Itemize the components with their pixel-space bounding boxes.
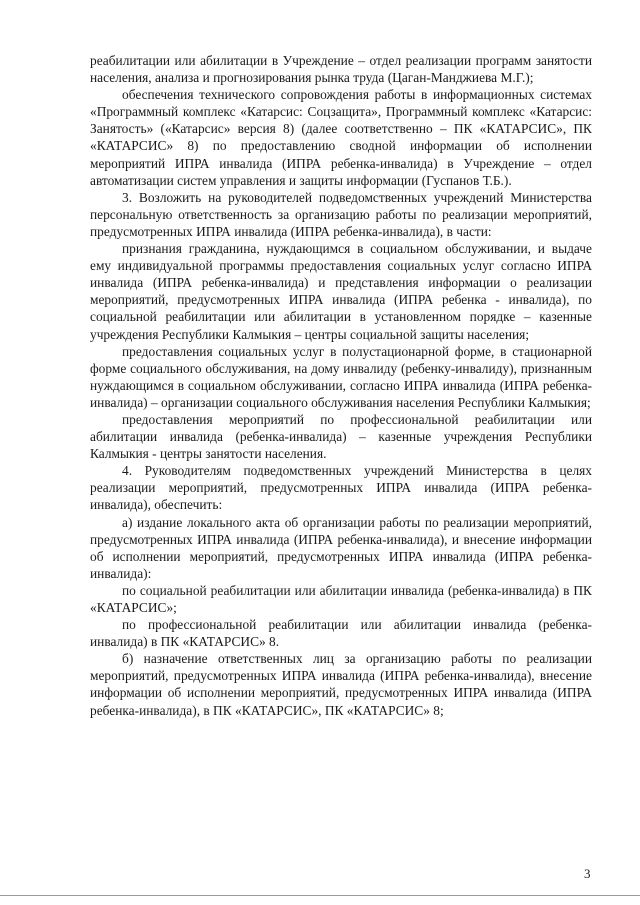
paragraph: а) издание локального акта об организации работы по реализации мероприятий, предусмотренных ИПРА инвалида (ИПРА ребенка-инвалида), и внесение информации об исполнении мероприятий, предусмотренных ИПРА инвалида (ИПРА ребенка-инвалида): bbox=[90, 514, 592, 581]
paragraph: реабилитации или абилитации в Учреждение – отдел реализации программ занятости населения, анализа и прогнозирования рынка труда (Цаган-Манджиева М.Г.); bbox=[90, 53, 592, 86]
paragraph: по профессиональной реабилитации или абилитации инвалида (ребенка-инвалида) в ПК «КАТАРСИС» 8. bbox=[90, 617, 592, 650]
scan-edge-line bbox=[0, 895, 640, 896]
paragraph: признания гражданина, нуждающимся в социальном обслуживании, и выдаче ему индивидуальной программы предоставления социальных услуг согласно ИПРА инвалида (ИПРА ребенка-инвалида) и представления информации о реализации мероприятий, предусмотренных ИПРА инвалида (ИПРА ребенка - инвалида), по социальной реабилитации или абилитации в установленном порядке – казенные учреждения Республики Калмыкия – центры социальной защиты населения; bbox=[90, 241, 592, 342]
document-body bbox=[90, 52, 592, 719]
paragraph: по социальной реабилитации или абилитации инвалида (ребенка-инвалида) в ПК «КАТАРСИС»; bbox=[90, 582, 592, 615]
paragraph: б) назначение ответственных лиц за организацию работы по реализации мероприятий, предусмотренных ИПРА инвалида (ИПРА ребенка-инвалида), внесение информации об исполнении мероприятий, предусмотренных ИПРА инвалида (ИПРА ребенка-инвалида), в ПК «КАТАРСИС», ПК «КАТАРСИС» 8; bbox=[90, 651, 592, 718]
paragraph: 4. Руководителям подведомственных учреждений Министерства в целях реализации мероприятий, предусмотренных ИПРА инвалида (ИПРА ребенка-инвалида), обеспечить: bbox=[90, 463, 592, 513]
paragraph: обеспечения технического сопровождения работы в информационных системах «Программный комплекс «Катарсис: Соцзащита», Программный комплекс «Катарсис: Занятость» («Катарсис» версия 8) (далее соответственно – ПК «КАТАРСИС», ПК «КАТАРСИС» 8) по предоставлению сводной информации об исполнении мероприятий ИПРА инвалида (ИПРА ребенка-инвалида) в Учреждение – отдел автоматизации систем управления и защиты информации (Гуспанов Т.Б.). bbox=[90, 87, 592, 188]
paragraph: предоставления мероприятий по профессиональной реабилитации или абилитации инвалида (ребенка-инвалида) – казенные учреждения Республики Калмыкия - центры занятости населения. bbox=[90, 411, 592, 462]
paragraph: 3. Возложить на руководителей подведомственных учреждений Министерства персональную ответственность за организацию работы по реализации мероприятий, предусмотренных ИПРА инвалида (ИПРА ребенка-инвалида), в части: bbox=[90, 189, 592, 239]
page-number: 3 bbox=[584, 866, 591, 881]
paragraph: предоставления социальных услуг в полустационарной форме, в стационарной форме социального обслуживания, на дому инвалиду (ребенку-инвалиду), признанным нуждающимся в социальном обслуживании, согласно ИПРА инвалида (ИПРА ребенка-инвалида) – организации социального обслуживания населения Республики Калмыкия; bbox=[90, 343, 592, 410]
